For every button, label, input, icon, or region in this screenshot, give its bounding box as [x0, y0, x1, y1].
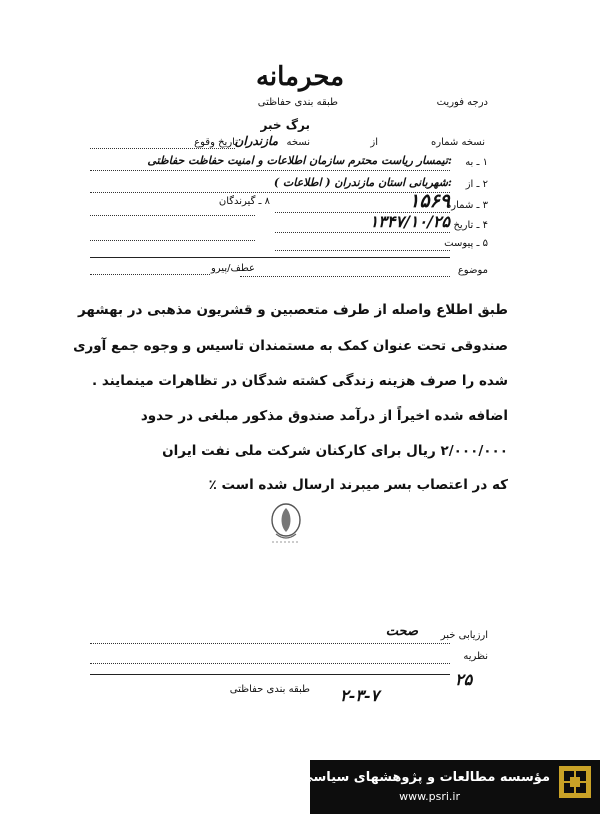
emblem-seal-icon: [262, 498, 310, 546]
evaluation-line: [90, 643, 450, 644]
body-line-2: صندوقی تحت عنوان کمک به مستمندان تاسیس و وجوه جمع آوری: [73, 338, 508, 354]
footer-url[interactable]: www.psri.ir: [399, 790, 460, 803]
recipients-line-2: [90, 240, 255, 241]
from-line: [90, 192, 450, 193]
date-label: ۴ ـ تاریخ: [453, 220, 488, 231]
bottom-classification-label: طبقه بندی حفاظتی: [229, 684, 310, 695]
evaluation-value: صحت: [385, 624, 418, 639]
reference-label: عطف/پیرو: [210, 263, 255, 274]
document-title: محرمانه: [255, 62, 345, 92]
footer-divider: [90, 674, 450, 675]
subject-label: موضوع: [457, 265, 488, 276]
to-label: ۱ ـ به: [465, 157, 488, 168]
opinion-line: [90, 663, 450, 664]
evaluation-label: ارزیابی خبر: [440, 630, 488, 641]
handwritten-note-code: ۲-۳-۷: [340, 686, 380, 705]
copy-number-label: نسخه شماره: [431, 137, 485, 148]
copy-label: نسخه: [286, 137, 310, 148]
number-label: ۳ ـ شماره: [446, 200, 488, 211]
header-divider: [90, 257, 450, 258]
to-line: [90, 170, 450, 171]
body-line-4: اضافه شده اخیراً از درآمد صندوق مذکور مبلغی در حدود: [140, 408, 508, 424]
reference-line: [90, 274, 210, 275]
handwritten-region: مازندران: [234, 134, 278, 148]
event-date-line: [90, 148, 235, 149]
psri-logo-icon: [558, 765, 592, 799]
from-label: ۲ ـ از: [465, 179, 488, 190]
copy-of-label: از: [370, 137, 378, 148]
body-line-1: طبق اطلاع واصله از طرف متعصبین و قشریون مذهبی در بهشهر: [78, 302, 508, 318]
to-value: :تیمسار ریاست محترم سازمان اطلاعات و امنیت حفاظت حفاظتی: [147, 154, 452, 167]
handwritten-note-number: ۲۵: [455, 670, 473, 689]
body-line-5: ۲/۰۰۰/۰۰۰ ریال برای کارکنان شرکت ملی نفت ایران: [162, 443, 508, 459]
recipients-label: ۸ ـ گیرندگان: [218, 196, 270, 207]
opinion-label: نظریه: [463, 651, 488, 662]
classification-label: طبقه بندی حفاظتی: [257, 97, 338, 108]
date-value: ۱۳۴۷/۱۰/۲۵: [369, 212, 450, 231]
event-date-label: تاریخ وقوع: [194, 137, 238, 148]
priority-label: درجه فوریت: [436, 97, 488, 108]
footer-org-name: مؤسسه مطالعات و پژوهشهای سیاسی: [300, 770, 550, 785]
body-line-3: شده را صرف هزینه زندگی کشته شدگان در تظاهرات مینمایند .: [92, 373, 508, 389]
recipients-line-1: [90, 215, 255, 216]
document-type: برگ خبر: [260, 118, 310, 132]
from-value: :شهربانی استان مازندران ( اطلاعات ): [273, 176, 452, 189]
body-line-6: که در اعتصاب بسر میبرند ارسال شده است ٪: [208, 477, 508, 493]
subject-line: [240, 276, 450, 277]
attachment-label: ۵ ـ پیوست: [444, 238, 488, 249]
footer-bar: [310, 760, 600, 814]
number-value: ۱۵۶۹: [409, 190, 450, 212]
date-line: [275, 232, 450, 233]
attachment-line: [275, 250, 450, 251]
